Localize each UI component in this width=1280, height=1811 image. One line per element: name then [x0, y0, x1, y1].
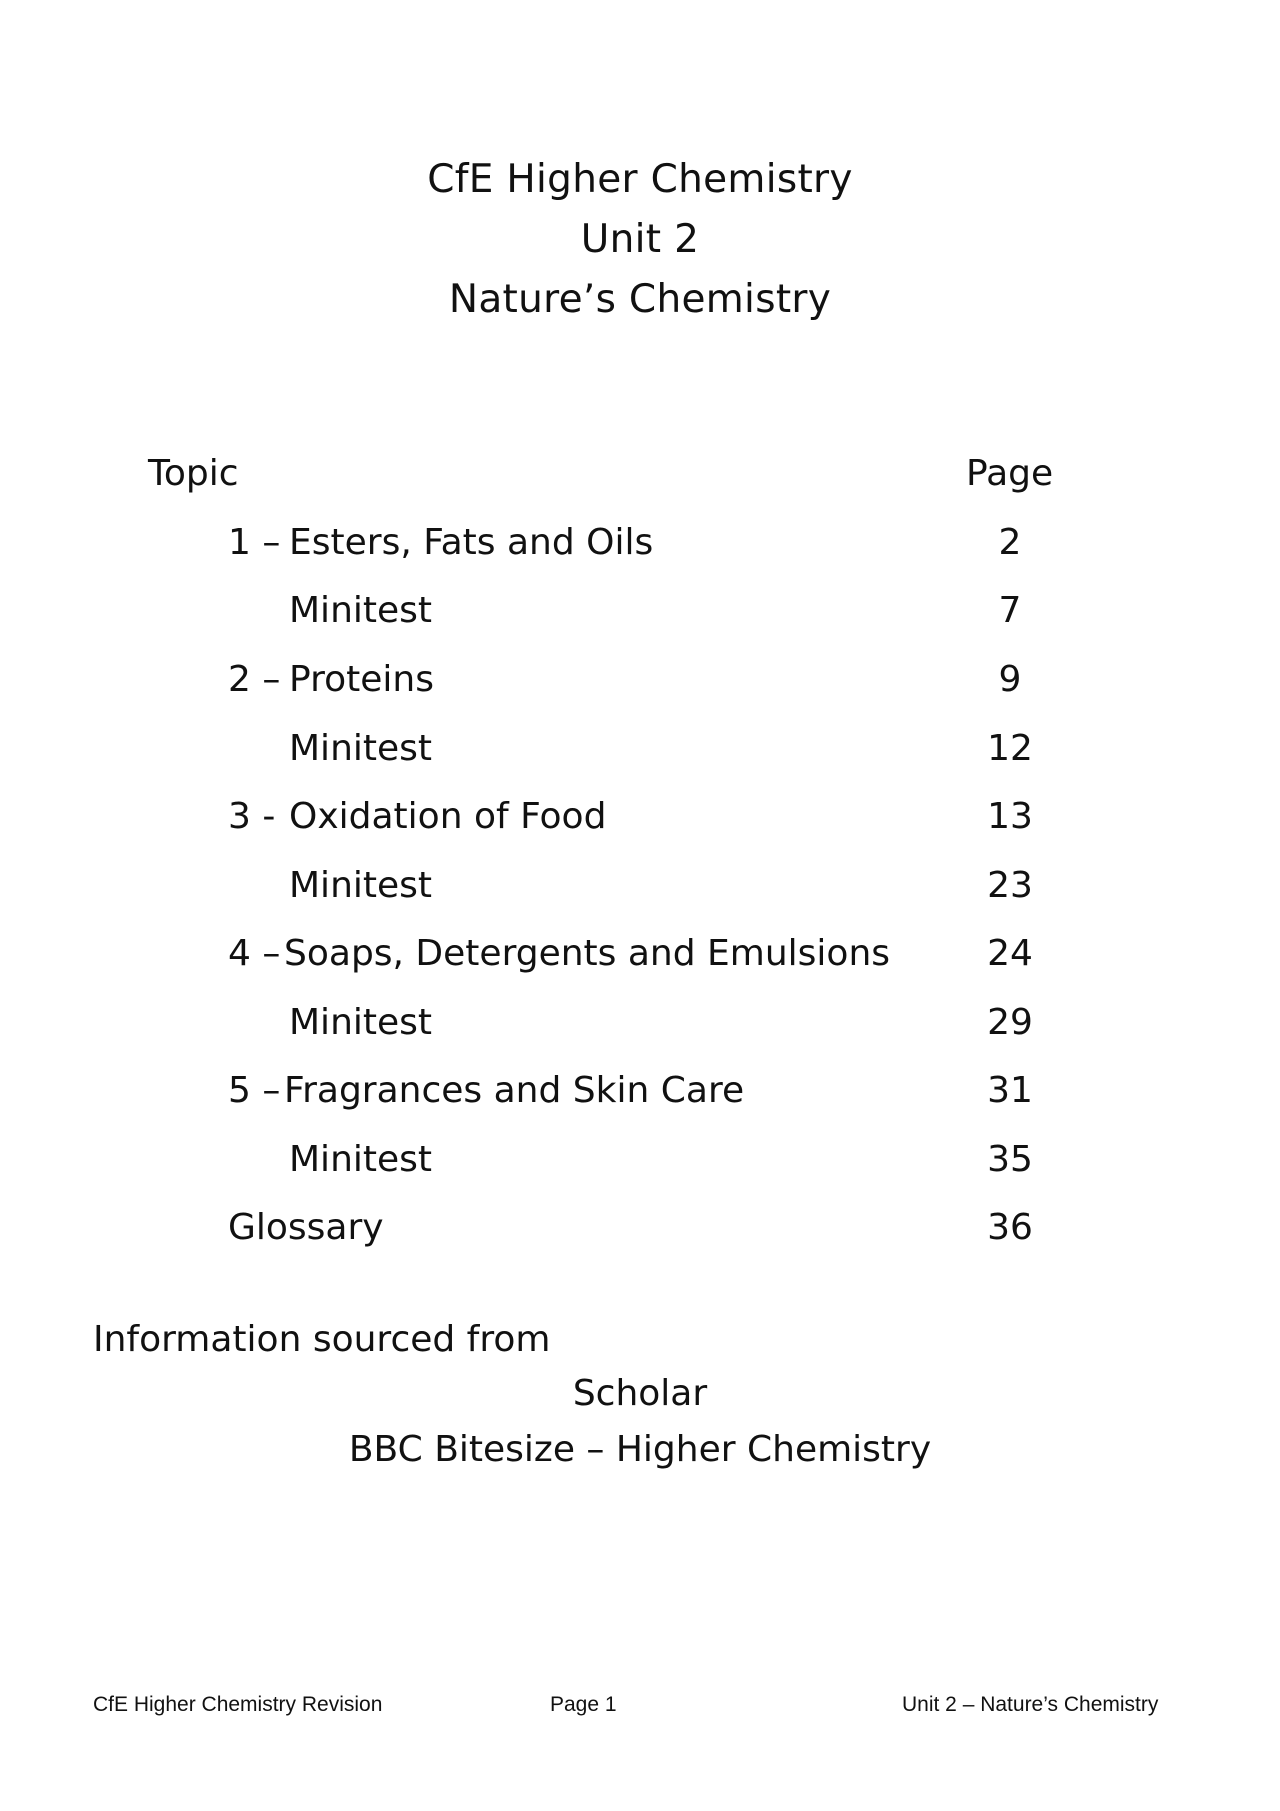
- toc-row: [0, 861, 1280, 921]
- toc-number: 2 –: [228, 659, 281, 700]
- toc-label: Minitest: [289, 590, 433, 631]
- toc-page-number: 24: [987, 933, 1033, 974]
- toc-page-number: 31: [987, 1070, 1033, 1111]
- toc-page-number: 23: [987, 865, 1033, 906]
- toc-row: [0, 1203, 1280, 1263]
- toc-row: [0, 518, 1280, 578]
- source-item: BBC Bitesize – Higher Chemistry: [348, 1429, 932, 1470]
- toc-label: Minitest: [289, 1002, 433, 1043]
- toc-number: 5 –: [228, 1070, 281, 1111]
- toc-row: [0, 655, 1280, 715]
- sources-heading: Information sourced from: [93, 1319, 551, 1360]
- toc-number: 1 –: [228, 522, 281, 563]
- toc-page-number: 12: [987, 728, 1033, 769]
- footer-right-text: Unit 2 – Nature’s Chemistry: [902, 1693, 1159, 1716]
- toc-page-number: 7: [998, 590, 1022, 631]
- toc-row: [0, 586, 1280, 646]
- toc-row: [0, 998, 1280, 1058]
- toc-row: [0, 1066, 1280, 1126]
- title-line-1: CfE Higher Chemistry: [427, 157, 853, 202]
- document-title: [0, 150, 1280, 330]
- toc-label: Minitest: [289, 1139, 433, 1180]
- source-item: Scholar: [572, 1373, 708, 1414]
- toc-row: [0, 929, 1280, 989]
- toc-page-number: 29: [987, 1002, 1033, 1043]
- toc-row: [0, 724, 1280, 784]
- toc-label: Proteins: [289, 659, 434, 700]
- toc-page-number: 9: [998, 659, 1022, 700]
- footer-left-text: CfE Higher Chemistry Revision: [93, 1693, 383, 1716]
- toc-row: [0, 792, 1280, 852]
- toc-label: Minitest: [289, 728, 433, 769]
- toc-label: Soaps, Detergents and Emulsions: [284, 933, 891, 974]
- toc-row: [0, 1135, 1280, 1195]
- toc-page-number: 35: [987, 1139, 1033, 1180]
- title-line-2: Unit 2: [580, 217, 700, 262]
- toc-label: Esters, Fats and Oils: [289, 522, 654, 563]
- toc-page-heading: Page: [966, 453, 1054, 494]
- toc-label: Glossary: [228, 1207, 384, 1248]
- footer-page-number: Page 1: [550, 1693, 617, 1716]
- toc-number: 3 -: [228, 796, 276, 837]
- toc-label: Minitest: [289, 865, 433, 906]
- toc-page-number: 2: [998, 522, 1022, 563]
- toc-page-number: 13: [987, 796, 1033, 837]
- title-line-3: Nature’s Chemistry: [448, 277, 832, 322]
- toc-topic-heading: Topic: [148, 453, 239, 494]
- toc-number: 4 –: [228, 933, 281, 974]
- toc-label: Oxidation of Food: [289, 796, 607, 837]
- toc-page-number: 36: [987, 1207, 1033, 1248]
- toc-label: Fragrances and Skin Care: [284, 1070, 745, 1111]
